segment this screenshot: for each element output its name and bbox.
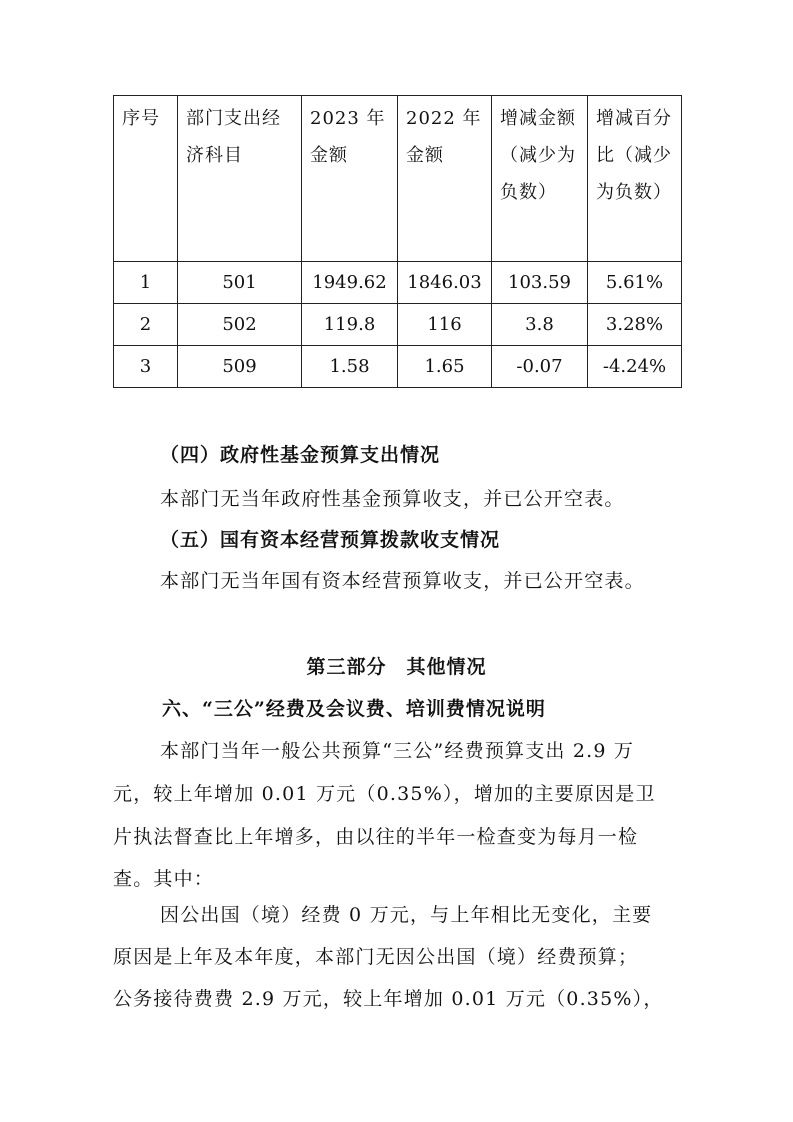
header-line: 序号 xyxy=(122,108,160,129)
part3-title: 第三部分 其他情况 xyxy=(306,656,487,678)
header-cell-subject xyxy=(178,96,302,262)
table-cell: 2 xyxy=(114,304,178,346)
table-cell: 501 xyxy=(178,262,302,304)
header-line: 比（减少 xyxy=(596,145,672,166)
table-header-row xyxy=(114,96,682,262)
header-line: 增减百分 xyxy=(596,108,672,129)
section6-line: 查。其中： xyxy=(113,868,215,890)
header-cell-change-percent xyxy=(588,96,682,262)
header-line: 增减金额 xyxy=(500,108,576,129)
table-cell: 119.8 xyxy=(302,304,398,346)
table-cell: 3 xyxy=(114,346,178,388)
table-cell: 509 xyxy=(178,346,302,388)
table-cell: 3.28% xyxy=(588,304,682,346)
table-cell: 502 xyxy=(178,304,302,346)
header-line: 金额 xyxy=(310,145,348,166)
header-line: 济科目 xyxy=(186,145,243,166)
table-cell: 1.58 xyxy=(302,346,398,388)
section6-line: 元，较上年增加 0.01 万元（0.35%），增加的主要原因是卫 xyxy=(113,783,656,805)
table-cell: 1846.03 xyxy=(398,262,492,304)
expenditure-table xyxy=(113,95,682,388)
table-cell: 1 xyxy=(114,262,178,304)
section6-line: 因公出国（境）经费 0 万元，与上年相比无变化，主要 xyxy=(160,904,653,926)
table-cell: 3.8 xyxy=(492,304,588,346)
section4-body: 本部门无当年政府性基金预算收支，并已公开空表。 xyxy=(160,488,625,510)
header-line: （减少为 xyxy=(500,145,576,166)
table-cell: -4.24% xyxy=(588,346,682,388)
header-cell-2023 xyxy=(302,96,398,262)
section6-line: 片执法督查比上年增多，由以往的半年一检查变为每月一检 xyxy=(113,826,639,848)
header-line: 为负数） xyxy=(596,182,672,203)
section6-line: 原因是上年及本年度，本部门无因公出国（境）经费预算； xyxy=(113,946,639,968)
table-cell: 103.59 xyxy=(492,262,588,304)
header-line: 负数） xyxy=(500,182,557,203)
table-cell: 116 xyxy=(398,304,492,346)
section6-line: 公务接待费费 2.9 万元，较上年增加 0.01 万元（0.35%）， xyxy=(113,988,664,1010)
section5-heading: （五）国有资本经营预算拨款收支情况 xyxy=(160,529,501,551)
table-row xyxy=(114,346,682,388)
section6-heading: 六、“三公”经费及会议费、培训费情况说明 xyxy=(162,698,546,720)
table-cell: -0.07 xyxy=(492,346,588,388)
header-cell-change-amount xyxy=(492,96,588,262)
header-line: 2023 年 xyxy=(310,108,386,129)
header-line: 部门支出经 xyxy=(186,108,281,129)
table-row xyxy=(114,304,682,346)
section5-body: 本部门无当年国有资本经营预算收支，并已公开空表。 xyxy=(160,570,645,592)
table-cell: 1949.62 xyxy=(302,262,398,304)
section6-line: 本部门当年一般公共预算“三公”经费预算支出 2.9 万 xyxy=(160,740,635,762)
table-cell: 5.61% xyxy=(588,262,682,304)
section4-heading: （四）政府性基金预算支出情况 xyxy=(160,444,441,466)
header-line: 金额 xyxy=(406,145,444,166)
header-cell-2022 xyxy=(398,96,492,262)
header-line: 2022 年 xyxy=(406,108,482,129)
header-cell-seq xyxy=(114,96,178,262)
table-cell: 1.65 xyxy=(398,346,492,388)
table-row xyxy=(114,262,682,304)
